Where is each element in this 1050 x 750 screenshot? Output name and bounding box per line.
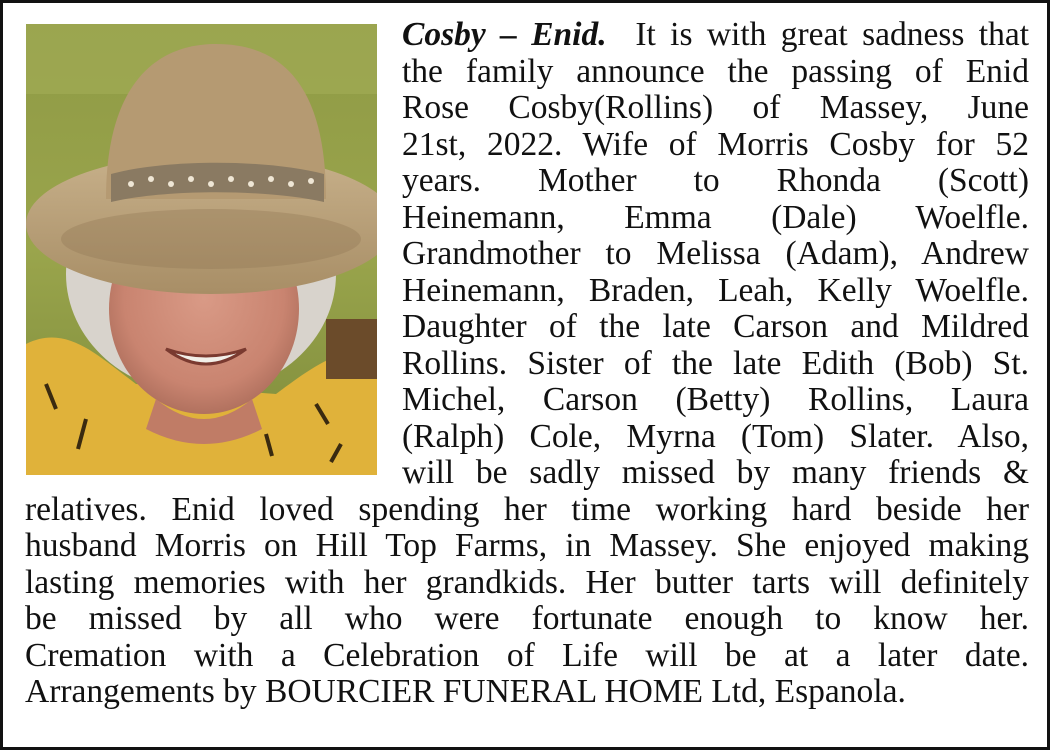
text-line: Heinemann, Braden, Leah, Kelly Woelfle.	[402, 271, 1029, 309]
text-line: Rose Cosby(Rollins) of Massey, June	[402, 89, 1029, 126]
text-line: (Ralph) Cole, Myrna (Tom) Slater. Also,	[402, 417, 1029, 455]
text-line: the family announce the passing of Enid	[402, 52, 1029, 90]
text-line: Arrangements by BOURCIER FUNERAL HOME Ltd, Espanola.	[25, 673, 906, 710]
text-line: years. Mother to Rhonda (Scott)	[402, 162, 1029, 199]
text-line: Cremation with a Celebration of Life will be at a later date.	[25, 636, 1029, 674]
text-line: relatives. Enid loved spending her time working hard beside her	[25, 490, 1029, 528]
text-line: be missed by all who were fortunate enough to know her.	[25, 600, 1029, 637]
text-line: Heinemann, Emma (Dale) Woelfle.	[402, 198, 1029, 236]
text-line: will be sadly missed by many friends &	[402, 454, 1029, 491]
text-line: 21st, 2022. Wife of Morris Cosby for 52	[402, 125, 1029, 163]
obituary-text	[25, 17, 1029, 711]
text-line: Grandmother to Melissa (Adam), Andrew	[402, 235, 1029, 272]
text-line: Daughter of the late Carson and Mildred	[402, 308, 1029, 345]
text-line: Cosby – Enid. It is with great sadness that	[402, 16, 1030, 53]
obituary-heading: Cosby – Enid.	[402, 16, 607, 53]
text-line: husband Morris on Hill Top Farms, in Massey. She enjoyed making	[25, 527, 1029, 564]
text-line: Michel, Carson (Betty) Rollins, Laura	[402, 381, 1029, 418]
text-line: Rollins. Sister of the late Edith (Bob) St.	[402, 344, 1029, 382]
text-line: lasting memories with her grandkids. Her butter tarts will definitely	[25, 563, 1029, 601]
